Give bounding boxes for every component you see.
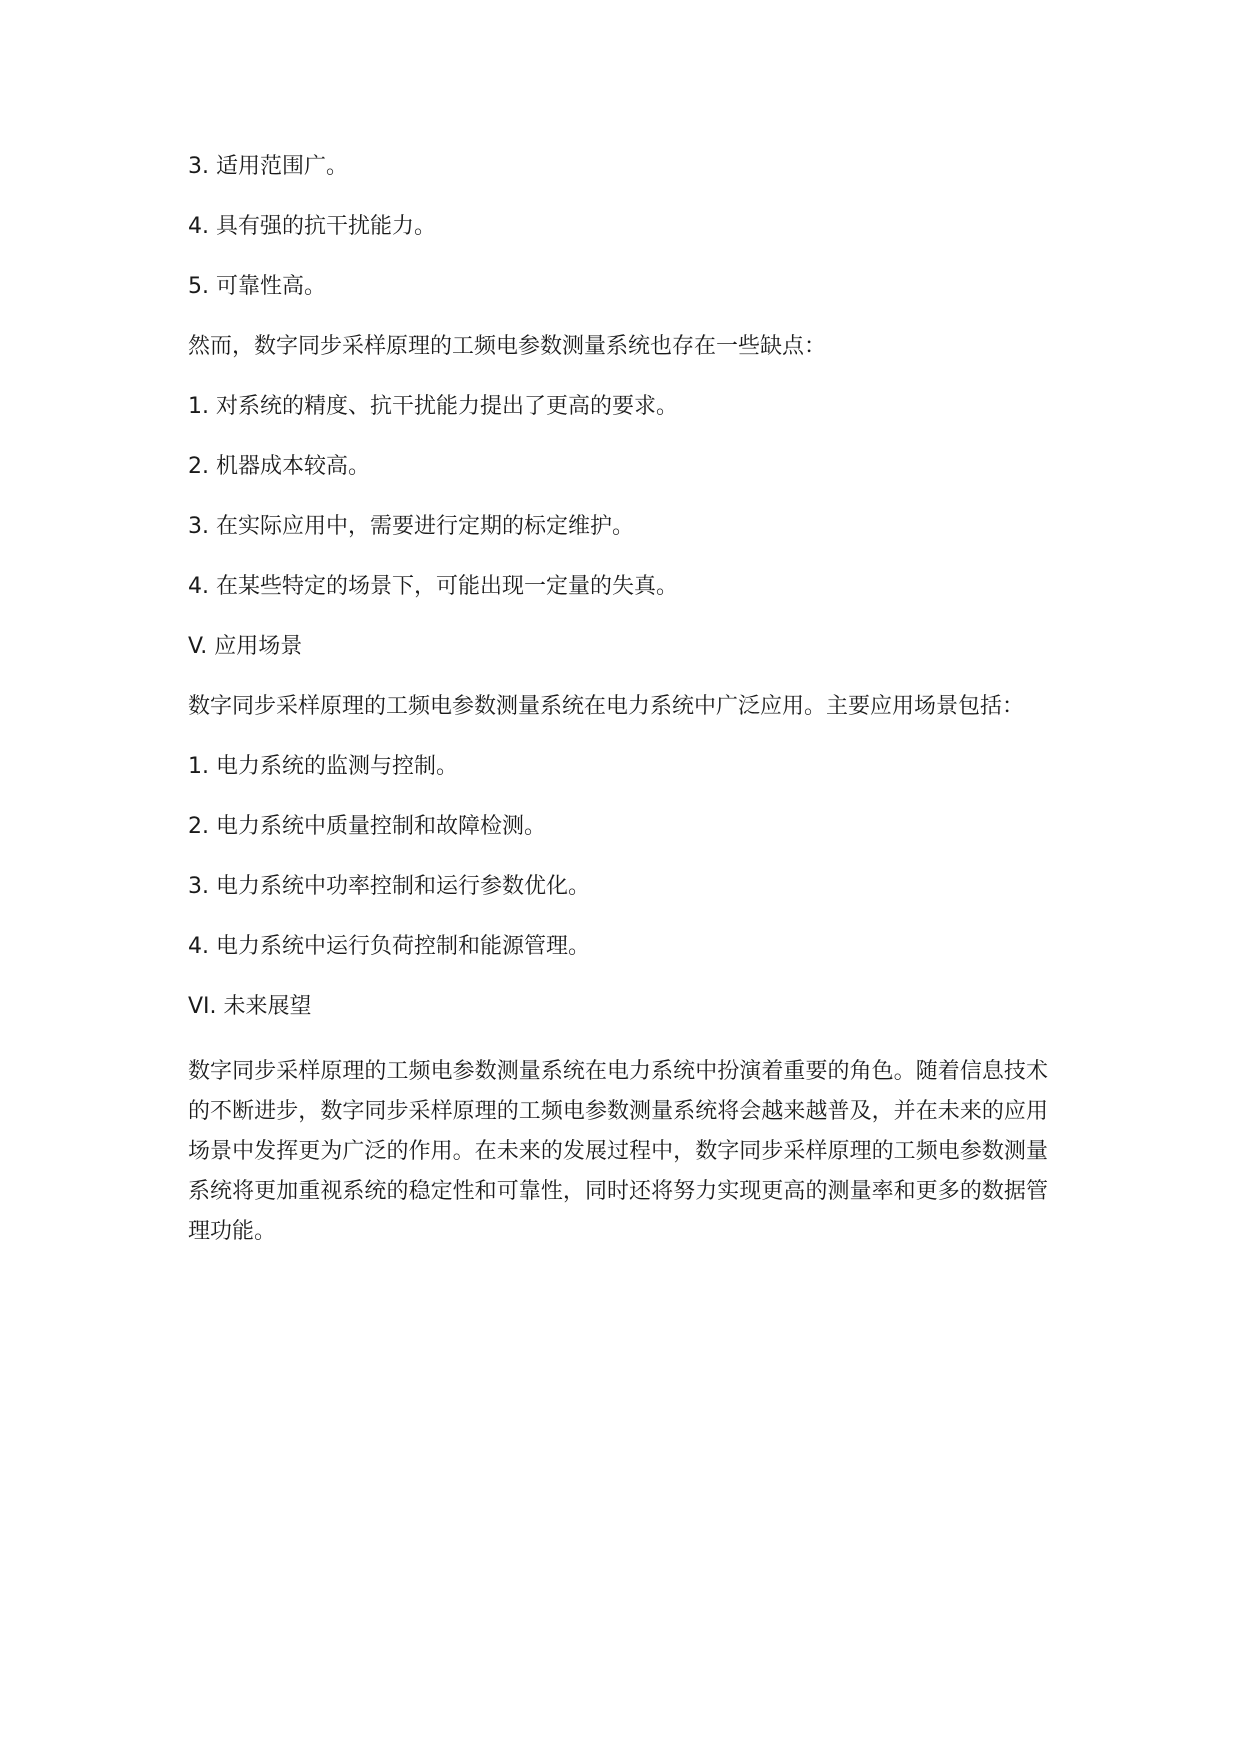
paragraph-intro-drawbacks: 然而，数字同步采样原理的工频电参数测量系统也存在一些缺点： [188,334,827,359]
section-heading-outlook: VI. 未来展望 [188,994,312,1019]
list-item: 4. 具有强的抗干扰能力。 [188,214,436,239]
list-item: 3. 适用范围广。 [188,154,348,179]
list-item: 4. 电力系统中运行负荷控制和能源管理。 [188,934,590,959]
list-item: 3. 电力系统中功率控制和运行参数优化。 [188,874,590,899]
section-heading-applications: V. 应用场景 [188,634,303,659]
document-body [188,152,1088,1252]
list-item: 3. 在实际应用中，需要进行定期的标定维护。 [188,514,634,539]
list-item: 1. 电力系统的监测与控制。 [188,754,458,779]
paragraph-outlook: 数字同步采样原理的工频电参数测量系统在电力系统中扮演着重要的角色。随着信息技术的不断进步，数字同步采样原理的工频电参数测量系统将会越来越普及，并在未来的应用场景中发挥更为广泛的作用。在未来的发展过程中，数字同步采样原理的工频电参数测量系统将更加重视系统的稳定性和可靠性，同时还将努力实现更高的测量率和更多的数据管理功能。 [188,1059,1048,1244]
list-item: 2. 电力系统中质量控制和故障检测。 [188,814,546,839]
list-item: 4. 在某些特定的场景下，可能出现一定量的失真。 [188,574,678,599]
list-item: 5. 可靠性高。 [188,274,326,299]
list-item: 1. 对系统的精度、抗干扰能力提出了更高的要求。 [188,394,678,419]
list-item: 2. 机器成本较高。 [188,454,370,479]
paragraph-intro-applications: 数字同步采样原理的工频电参数测量系统在电力系统中广泛应用。主要应用场景包括： [188,694,1025,719]
